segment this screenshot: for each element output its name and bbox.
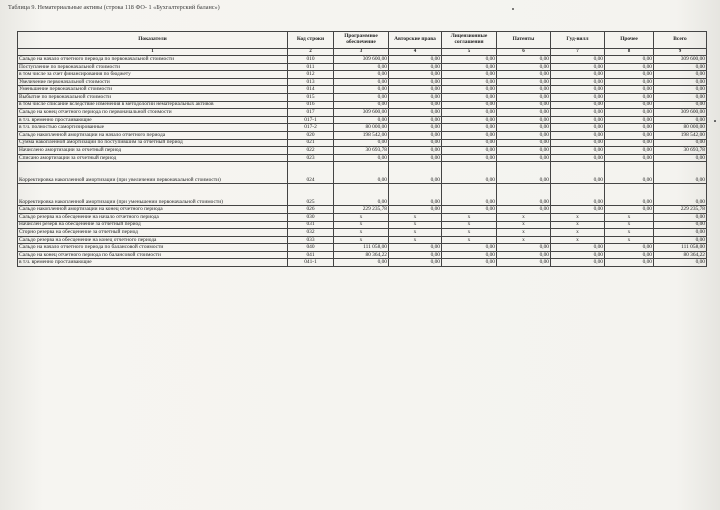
table-row xyxy=(18,184,707,206)
value-cell: 0,00 xyxy=(497,63,551,71)
scan-speck xyxy=(714,120,716,122)
value-cell: 0,00 xyxy=(442,206,497,214)
column-number: 7 xyxy=(551,49,605,56)
value-cell: 0,00 xyxy=(605,116,654,124)
value-cell: 0,00 xyxy=(654,229,707,237)
value-cell: 309 600,00 xyxy=(334,56,389,64)
row-label: Уменьшение первоначальной стоимости xyxy=(18,86,288,94)
row-label: в т.ч. полностью самортизированные xyxy=(18,124,288,132)
row-code: 011 xyxy=(288,63,334,71)
value-cell: 0,00 xyxy=(654,236,707,244)
value-cell: 0,00 xyxy=(497,259,551,267)
value-cell: 0,00 xyxy=(389,162,442,184)
value-cell: 229 235,78 xyxy=(334,206,389,214)
row-label: в т.ч. временно простаивающие xyxy=(18,116,288,124)
value-cell: 0,00 xyxy=(389,93,442,101)
value-cell: 0,00 xyxy=(654,154,707,162)
row-code: 015 xyxy=(288,93,334,101)
value-cell: 0,00 xyxy=(605,147,654,155)
value-cell: 0,00 xyxy=(497,101,551,109)
table-row xyxy=(18,229,707,237)
table-row xyxy=(18,86,707,94)
row-code: 041-1 xyxy=(288,259,334,267)
value-cell: 0,00 xyxy=(334,78,389,86)
value-cell: 0,00 xyxy=(389,71,442,79)
value-cell: 0,00 xyxy=(605,206,654,214)
row-code: 014 xyxy=(288,86,334,94)
value-cell: 0,00 xyxy=(334,101,389,109)
value-cell: 309 600,00 xyxy=(654,56,707,64)
value-cell: x xyxy=(551,229,605,237)
value-cell: x xyxy=(497,229,551,237)
row-label: Выбытие по первоначальной стоимости xyxy=(18,93,288,101)
value-cell: 0,00 xyxy=(389,244,442,252)
table-row xyxy=(18,78,707,86)
value-cell: x xyxy=(442,229,497,237)
row-code: 026 xyxy=(288,206,334,214)
value-cell: 0,00 xyxy=(442,162,497,184)
table-row xyxy=(18,154,707,162)
column-header: Программное обеспечение xyxy=(334,32,389,49)
value-cell: 111 058,00 xyxy=(654,244,707,252)
value-cell: x xyxy=(551,221,605,229)
row-code: 013 xyxy=(288,78,334,86)
table-caption: Таблица 9. Нематериальные активы (строка 118 ФО- 1 «Бухгалтерский баланс») xyxy=(8,4,220,11)
table-row xyxy=(18,93,707,101)
value-cell: 0,00 xyxy=(389,251,442,259)
column-number: 2 xyxy=(288,49,334,56)
row-code: 041 xyxy=(288,251,334,259)
value-cell: 0,00 xyxy=(442,71,497,79)
table-row xyxy=(18,124,707,132)
value-cell: 0,00 xyxy=(442,147,497,155)
column-number: 9 xyxy=(654,49,707,56)
table-row xyxy=(18,63,707,71)
row-code: 017-1 xyxy=(288,116,334,124)
scan-speck xyxy=(512,8,514,10)
value-cell: 0,00 xyxy=(497,154,551,162)
row-code: 022 xyxy=(288,147,334,155)
value-cell: 0,00 xyxy=(605,71,654,79)
value-cell: 0,00 xyxy=(497,244,551,252)
row-code: 040 xyxy=(288,244,334,252)
value-cell: 0,00 xyxy=(605,139,654,147)
row-label: Начислено амортизации за отчетный период xyxy=(18,147,288,155)
row-label: Сальдо на начало отчетного периода по первоначальной стоимости xyxy=(18,56,288,64)
value-cell: 0,00 xyxy=(442,109,497,117)
row-label: Сальдо на конец отчетного периода по первоначальной стоимости xyxy=(18,109,288,117)
value-cell: x xyxy=(334,236,389,244)
value-cell: 0,00 xyxy=(442,101,497,109)
row-label: в т.ч. временно простаивающие xyxy=(18,259,288,267)
value-cell: 0,00 xyxy=(389,63,442,71)
value-cell: 198 542,00 xyxy=(654,131,707,139)
table-row xyxy=(18,101,707,109)
value-cell: 0,00 xyxy=(654,63,707,71)
column-header: Лицензионные соглашения xyxy=(442,32,497,49)
value-cell: 0,00 xyxy=(551,184,605,206)
value-cell: 0,00 xyxy=(334,184,389,206)
value-cell: 0,00 xyxy=(334,162,389,184)
value-cell: 0,00 xyxy=(442,93,497,101)
value-cell: x xyxy=(334,229,389,237)
value-cell: 0,00 xyxy=(389,124,442,132)
value-cell: 0,00 xyxy=(497,124,551,132)
row-code: 023 xyxy=(288,154,334,162)
table-row xyxy=(18,213,707,221)
value-cell: 0,00 xyxy=(442,63,497,71)
column-number-row xyxy=(18,49,707,56)
value-cell: 0,00 xyxy=(497,251,551,259)
value-cell: x xyxy=(334,221,389,229)
value-cell: 0,00 xyxy=(389,184,442,206)
value-cell: 0,00 xyxy=(442,259,497,267)
column-header: Гуд-вилл xyxy=(551,32,605,49)
value-cell: 0,00 xyxy=(551,147,605,155)
value-cell: 0,00 xyxy=(551,93,605,101)
value-cell: 0,00 xyxy=(551,162,605,184)
value-cell: 0,00 xyxy=(389,101,442,109)
table-row xyxy=(18,116,707,124)
value-cell: 0,00 xyxy=(334,86,389,94)
column-header: Патенты xyxy=(497,32,551,49)
value-cell: 0,00 xyxy=(605,154,654,162)
value-cell: x xyxy=(605,236,654,244)
value-cell: 198 542,00 xyxy=(334,131,389,139)
value-cell: 0,00 xyxy=(497,56,551,64)
value-cell: 0,00 xyxy=(497,71,551,79)
value-cell: 0,00 xyxy=(497,86,551,94)
value-cell: 0,00 xyxy=(497,147,551,155)
column-number: 3 xyxy=(334,49,389,56)
value-cell: 0,00 xyxy=(654,78,707,86)
column-header: Прочее xyxy=(605,32,654,49)
row-label: в том числе списание вследствие изменения в методологии нематериальных активов xyxy=(18,101,288,109)
intangible-assets-table xyxy=(17,31,707,267)
value-cell: 0,00 xyxy=(334,154,389,162)
value-cell: 0,00 xyxy=(605,244,654,252)
value-cell: 0,00 xyxy=(551,109,605,117)
table-row xyxy=(18,56,707,64)
value-cell: x xyxy=(497,221,551,229)
row-code: 017 xyxy=(288,109,334,117)
value-cell: 0,00 xyxy=(497,131,551,139)
row-code: 012 xyxy=(288,71,334,79)
value-cell: x xyxy=(442,221,497,229)
value-cell: x xyxy=(389,229,442,237)
value-cell: 0,00 xyxy=(654,162,707,184)
row-label: Сальдо накопленной амортизации на начало отчетного периода xyxy=(18,131,288,139)
row-label: в том числе за счет финансирования по бюджету xyxy=(18,71,288,79)
table-row xyxy=(18,259,707,267)
value-cell: 0,00 xyxy=(334,139,389,147)
value-cell: 0,00 xyxy=(497,162,551,184)
row-label: Сальдо накопленной амортизации на конец отчетного периода xyxy=(18,206,288,214)
value-cell: 0,00 xyxy=(551,63,605,71)
value-cell: 0,00 xyxy=(497,184,551,206)
row-label: Сальдо на конец отчетного периода по балансовой стоимости xyxy=(18,251,288,259)
value-cell: 0,00 xyxy=(551,259,605,267)
value-cell: 0,00 xyxy=(442,184,497,206)
value-cell: 80 364,22 xyxy=(654,251,707,259)
value-cell: 0,00 xyxy=(497,93,551,101)
value-cell: 0,00 xyxy=(605,162,654,184)
value-cell: 309 600,00 xyxy=(654,109,707,117)
column-number: 4 xyxy=(389,49,442,56)
row-label: Сумма накопленной амортизации по поступившим за отчетный период xyxy=(18,139,288,147)
value-cell: x xyxy=(551,236,605,244)
table-row xyxy=(18,162,707,184)
value-cell: x xyxy=(389,221,442,229)
table-row xyxy=(18,147,707,155)
value-cell: 0,00 xyxy=(334,71,389,79)
value-cell: 0,00 xyxy=(605,78,654,86)
value-cell: 0,00 xyxy=(551,56,605,64)
row-label: Корректировка накопленной амортизации (при увеличении первоначальной стоимости) xyxy=(18,162,288,184)
value-cell: 0,00 xyxy=(551,78,605,86)
row-label: Увеличение первоначальной стоимости xyxy=(18,78,288,86)
value-cell: 0,00 xyxy=(334,259,389,267)
value-cell: 0,00 xyxy=(551,71,605,79)
value-cell: 229 235,78 xyxy=(654,206,707,214)
value-cell: 0,00 xyxy=(605,86,654,94)
table-row xyxy=(18,131,707,139)
value-cell: x xyxy=(389,236,442,244)
value-cell: x xyxy=(605,213,654,221)
value-cell: 0,00 xyxy=(551,101,605,109)
table-row xyxy=(18,206,707,214)
column-number: 6 xyxy=(497,49,551,56)
row-code: 020 xyxy=(288,131,334,139)
value-cell: x xyxy=(442,213,497,221)
value-cell: 0,00 xyxy=(605,131,654,139)
value-cell: 0,00 xyxy=(654,213,707,221)
value-cell: 0,00 xyxy=(551,116,605,124)
value-cell: 0,00 xyxy=(497,139,551,147)
value-cell: x xyxy=(605,229,654,237)
column-header: Код строки xyxy=(288,32,334,49)
value-cell: 309 600,00 xyxy=(334,109,389,117)
value-cell: 0,00 xyxy=(551,251,605,259)
value-cell: x xyxy=(389,213,442,221)
row-label: Сальдо на начало отчетного периода по балансовой стоимости xyxy=(18,244,288,252)
value-cell: 0,00 xyxy=(442,124,497,132)
value-cell: 0,00 xyxy=(389,56,442,64)
row-code: 017-2 xyxy=(288,124,334,132)
value-cell: 0,00 xyxy=(551,124,605,132)
value-cell: 0,00 xyxy=(389,139,442,147)
value-cell: 0,00 xyxy=(654,139,707,147)
value-cell: x xyxy=(497,236,551,244)
value-cell: 0,00 xyxy=(497,78,551,86)
value-cell: 0,00 xyxy=(389,206,442,214)
value-cell: 0,00 xyxy=(334,116,389,124)
value-cell: 0,00 xyxy=(654,259,707,267)
row-label: Сальдо резерва на обесценение на конец отчетного периода xyxy=(18,236,288,244)
row-label: Сальдо резерва на обесценение на начало отчетного периода xyxy=(18,213,288,221)
value-cell: 0,00 xyxy=(654,116,707,124)
header-row xyxy=(18,32,707,49)
value-cell: 0,00 xyxy=(654,184,707,206)
table-row xyxy=(18,244,707,252)
value-cell: 0,00 xyxy=(442,139,497,147)
value-cell: 0,00 xyxy=(497,109,551,117)
value-cell: 0,00 xyxy=(551,86,605,94)
value-cell: 0,00 xyxy=(551,206,605,214)
column-header: Всего xyxy=(654,32,707,49)
value-cell: 0,00 xyxy=(442,86,497,94)
value-cell: 0,00 xyxy=(389,154,442,162)
value-cell: x xyxy=(334,213,389,221)
value-cell: 0,00 xyxy=(442,244,497,252)
value-cell: 0,00 xyxy=(654,71,707,79)
table-row xyxy=(18,71,707,79)
row-label: Поступление по первоначальной стоимости xyxy=(18,63,288,71)
row-code: 021 xyxy=(288,139,334,147)
value-cell: x xyxy=(442,236,497,244)
table-row xyxy=(18,221,707,229)
table-row xyxy=(18,109,707,117)
value-cell: 111 058,00 xyxy=(334,244,389,252)
table-row xyxy=(18,139,707,147)
value-cell: 0,00 xyxy=(654,101,707,109)
value-cell: 0,00 xyxy=(442,154,497,162)
row-code: 033 xyxy=(288,236,334,244)
value-cell: 0,00 xyxy=(442,116,497,124)
value-cell: 0,00 xyxy=(551,154,605,162)
value-cell: x xyxy=(551,213,605,221)
row-label: Начислен резерв на обесценение за отчетный период xyxy=(18,221,288,229)
value-cell: 0,00 xyxy=(605,124,654,132)
value-cell: 0,00 xyxy=(605,251,654,259)
value-cell: 0,00 xyxy=(497,116,551,124)
value-cell: 0,00 xyxy=(605,93,654,101)
row-code: 024 xyxy=(288,162,334,184)
row-code: 031 xyxy=(288,221,334,229)
value-cell: 0,00 xyxy=(389,78,442,86)
value-cell: 80 364,22 xyxy=(334,251,389,259)
column-header: Показатели xyxy=(18,32,288,49)
value-cell: 0,00 xyxy=(389,131,442,139)
value-cell: 30 693,78 xyxy=(654,147,707,155)
value-cell: 0,00 xyxy=(605,109,654,117)
value-cell: x xyxy=(605,221,654,229)
value-cell: x xyxy=(497,213,551,221)
row-code: 016 xyxy=(288,101,334,109)
column-number: 5 xyxy=(442,49,497,56)
value-cell: 0,00 xyxy=(389,259,442,267)
column-number: 1 xyxy=(18,49,288,56)
value-cell: 0,00 xyxy=(442,56,497,64)
value-cell: 0,00 xyxy=(605,63,654,71)
value-cell: 0,00 xyxy=(605,184,654,206)
value-cell: 30 693,78 xyxy=(334,147,389,155)
row-code: 010 xyxy=(288,56,334,64)
value-cell: 0,00 xyxy=(389,116,442,124)
value-cell: 0,00 xyxy=(654,86,707,94)
value-cell: 0,00 xyxy=(334,93,389,101)
row-code: 030 xyxy=(288,213,334,221)
row-label: Списано амортизации за отчетный период xyxy=(18,154,288,162)
value-cell: 0,00 xyxy=(334,63,389,71)
row-label: Корректировка накопленной амортизации (при уменьшении первоначальной стоимости) xyxy=(18,184,288,206)
value-cell: 0,00 xyxy=(497,206,551,214)
value-cell: 0,00 xyxy=(551,131,605,139)
value-cell: 0,00 xyxy=(442,251,497,259)
value-cell: 0,00 xyxy=(605,56,654,64)
value-cell: 0,00 xyxy=(442,131,497,139)
value-cell: 0,00 xyxy=(442,78,497,86)
row-code: 025 xyxy=(288,184,334,206)
value-cell: 80 000,00 xyxy=(334,124,389,132)
row-code: 032 xyxy=(288,229,334,237)
value-cell: 0,00 xyxy=(389,86,442,94)
value-cell: 0,00 xyxy=(605,101,654,109)
value-cell: 0,00 xyxy=(551,244,605,252)
table-row xyxy=(18,236,707,244)
value-cell: 80 000,00 xyxy=(654,124,707,132)
value-cell: 0,00 xyxy=(605,259,654,267)
value-cell: 0,00 xyxy=(654,93,707,101)
table-body xyxy=(18,56,707,267)
value-cell: 0,00 xyxy=(654,221,707,229)
value-cell: 0,00 xyxy=(551,139,605,147)
value-cell: 0,00 xyxy=(389,147,442,155)
column-number: 8 xyxy=(605,49,654,56)
table-row xyxy=(18,251,707,259)
column-header: Авторские права xyxy=(389,32,442,49)
value-cell: 0,00 xyxy=(389,109,442,117)
row-label: Сторно резерва на обесценение за отчетный период xyxy=(18,229,288,237)
